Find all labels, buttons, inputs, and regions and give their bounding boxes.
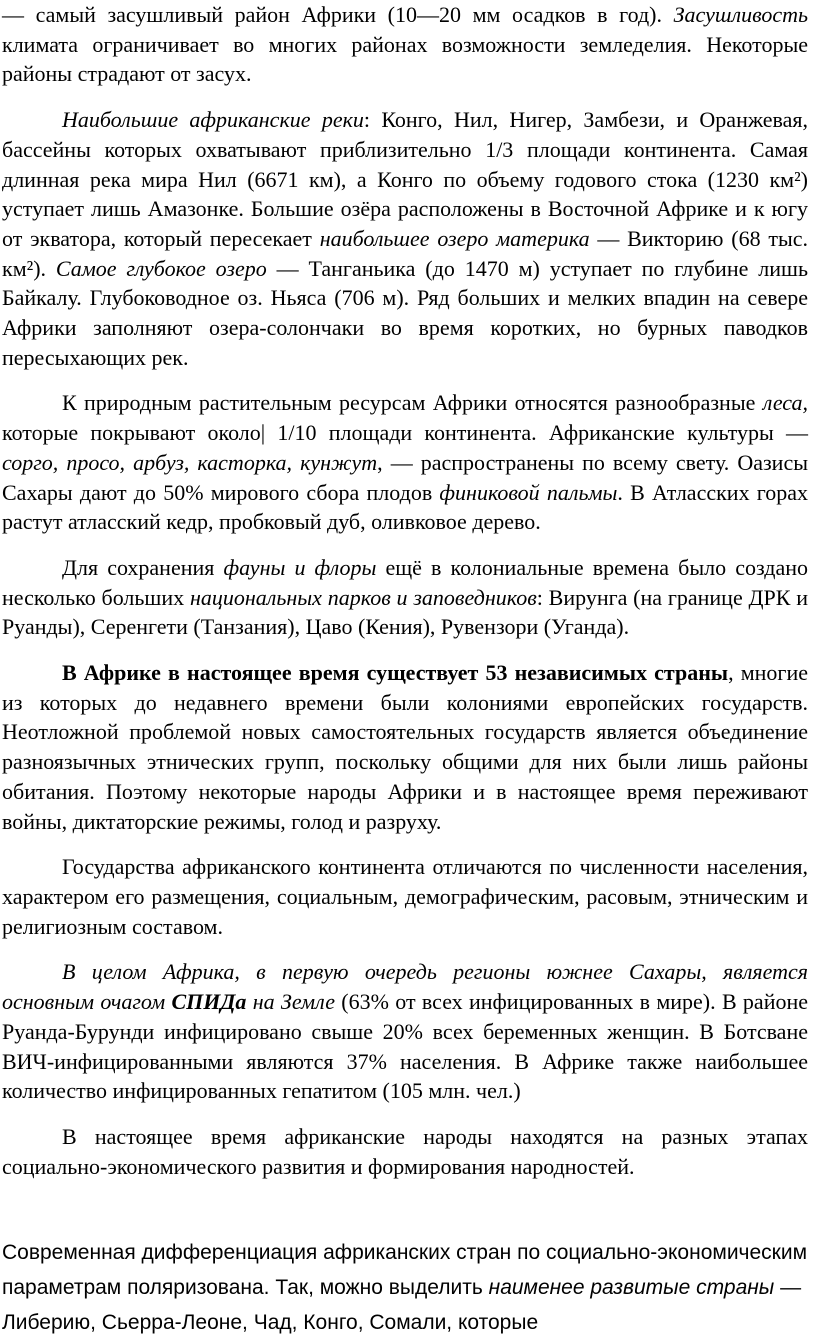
text: — Танганьика (до 1470 м) уступает по глубине лишь Байкалу. Глубоководное оз. Ньяса (706 м). Ряд больших и мелких впадин на севере Африки заполняют озера-солончаки во время коротких, но бурных паводков пересыхающих рек.	[2, 255, 808, 370]
term-national-parks: национальных парков и заповедников	[189, 584, 537, 610]
text: В настоящее время африканские народы находятся на разных этапах социально-экономического развития и формирования народностей.	[2, 1123, 808, 1179]
text: К природным растительным ресурсам Африки относятся разнообразные	[62, 390, 763, 416]
text: — Викторию (68 тыс. км²).	[2, 225, 808, 281]
term-aids-intro: В целом Африка, в первую очередь регионы южнее Сахары, является основным очагом	[2, 959, 808, 1015]
bold-aids: СПИДа	[171, 989, 247, 1015]
term-aridity: Засушливость	[673, 2, 808, 27]
paragraph-vegetation	[2, 388, 808, 537]
paragraph-climate	[2, 0, 808, 89]
text: Современная дифференциация африканских стран по социально-экономическим параметрам поляризована. Так, можно выделить	[2, 1241, 808, 1300]
term-least-developed: наименее развитые страны	[488, 1276, 775, 1300]
term-forests: леса,	[762, 390, 808, 416]
text: : Вирунга (на границе ДРК и Руанды), Серенгети (Танзания), Цаво (Кения), Рувензори (Уганда).	[2, 584, 808, 640]
text: Государства африканского континента отличаются по численности населения, характером его размещения, социальным, демографическим, расовым, этническим и религиозным составом.	[2, 854, 808, 939]
text: ещё в колониальные времена было создано несколько больших	[2, 554, 808, 610]
term-deepest-lake: Самое глубокое озеро	[55, 255, 267, 281]
paragraph-parks	[2, 553, 808, 642]
paragraph-aids	[2, 957, 808, 1106]
text: : Конго, Нил, Нигер, Замбези, и Оранжевая, бассейны которых охватывают приблизительно 1/3 площади континента. Самая длинная река мира Нил (6671 км), а Конго по объему годового стока (1230 км²) уступает лишь Амазонке. Большие озёра расположены в Восточной Африке и к югу от экватора, который пересекает	[2, 107, 809, 251]
paragraph-countries	[2, 658, 808, 836]
text: климата ограничивает во многих районах возможности земледелия. Некоторые районы страдают от засух.	[2, 31, 808, 87]
term-fauna-flora: фауны и флоры	[223, 554, 377, 580]
text: — Либерию, Сьерра-Леоне, Чад, Конго, Сомали, которые	[2, 1276, 802, 1335]
bold-countries-count: В Африке в настоящее время существует 53 независимых страны	[62, 660, 729, 686]
text: , многие из которых до недавнего времени были колониями европейских государств. Неотложной проблемой новых самостоятельных государств является объединение разноязычных этнических групп, поскольку общими для них были лишь районы обитания. Поэтому некоторые народы Африки и в настоящее время переживают войны, диктаторские режимы, голод и разруху.	[2, 660, 808, 834]
paragraph-differentiation	[2, 1235, 808, 1340]
term-aids	[171, 989, 246, 1014]
term-date-palm: финиковой пальмы	[439, 479, 618, 505]
text: . В Атласских горах растут атласский кедр, пробковый дуб, оливковое дерево.	[2, 479, 809, 535]
term-largest-lake: наибольшее озеро материка	[319, 225, 590, 251]
term-crops: сорго, просо, арбуз, касторка, кунжут	[2, 449, 378, 475]
paragraph-development	[2, 1122, 808, 1181]
term-rivers: Наибольшие африканские реки	[62, 107, 364, 133]
section-spacer	[2, 1181, 808, 1235]
text: , — распространены по всему свету. Оазисы Сахары дают до 50% мирового сбора плодов	[2, 449, 808, 505]
term-on-earth: на Земле	[246, 989, 335, 1015]
paragraph-states	[2, 852, 808, 941]
text: которые покрывают около| 1/10 площади континента. Африканские культуры —	[2, 420, 808, 446]
text: — самый засушливый район Африки (10—20 мм осадков в год).	[2, 2, 674, 27]
text: (63% от всех инфицированных в мире). В районе Руанда-Бурунди инфицировано свыше 20% всех беременных женщин. В Ботсване ВИЧ-инфицированными являются 37% населения. В Африке также наибольшее количество инфицированных гепатитом (105 млн. чел.)	[2, 989, 809, 1104]
text: Для сохранения	[62, 554, 224, 580]
paragraph-rivers	[2, 105, 808, 372]
